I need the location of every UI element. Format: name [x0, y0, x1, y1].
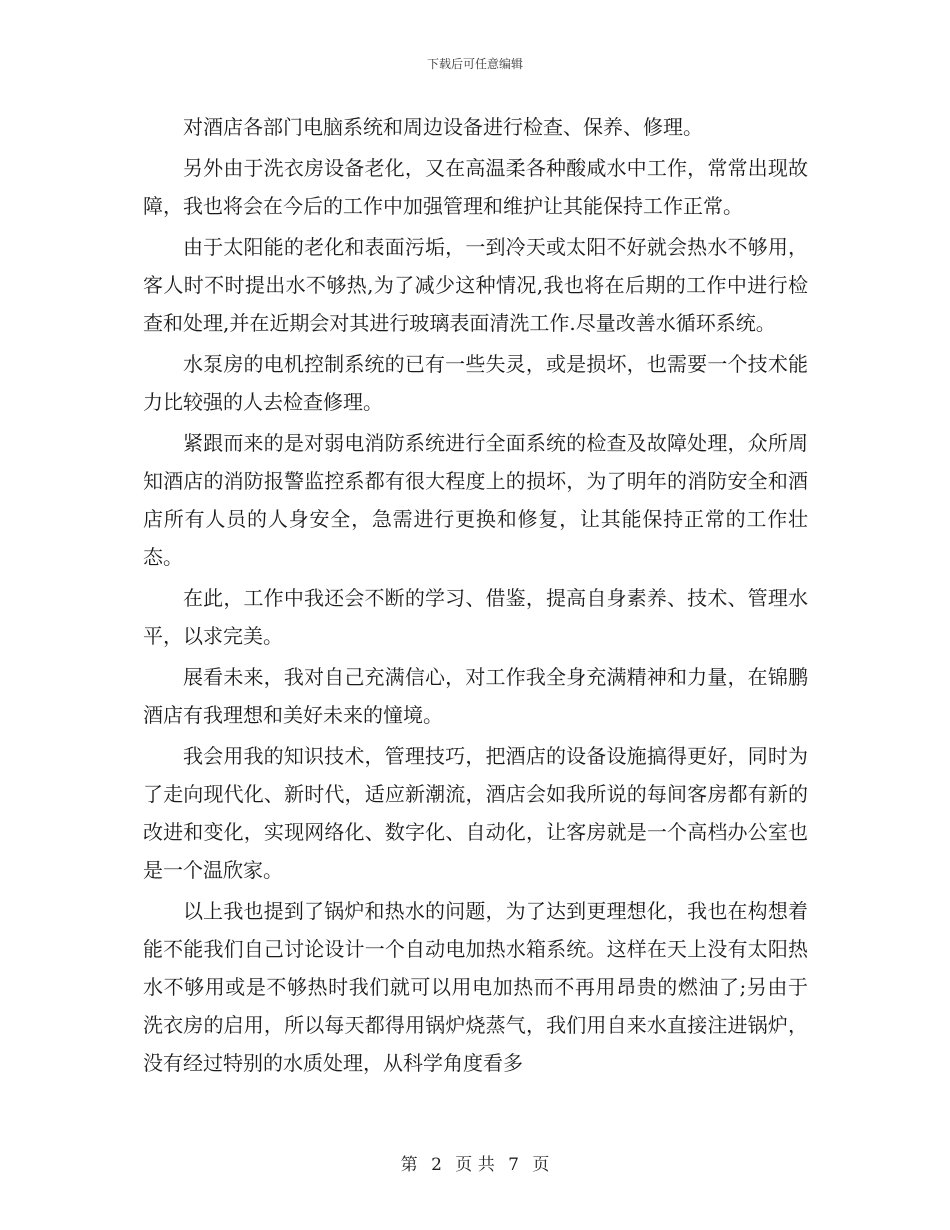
paragraph: 以上我也提到了锅炉和热水的问题，为了达到更理想化，我也在构想着能不能我们自己讨论设计一个自动电加热水箱系统。这样在天上没有太阳热水不够用或是不够热时我们就可以用电加热而不再用昂贵的燃油了;另由于洗衣房的启用，所以每天都得用锅炉烧蒸气，我们用自来水直接注进锅炉，没有经过特别的水质处理，从科学角度看多 [143, 899, 808, 1075]
document-body [143, 108, 808, 1085]
paragraph: 紧跟而来的是对弱电消防系统进行全面系统的检查及故障处理，众所周知酒店的消防报警监控系都有很大程度上的损坏，为了明年的消防安全和酒店所有人员的人身安全，急需进行更换和修复，让其能保持正常的工作壮态。 [143, 431, 808, 569]
footer-total-pages: 7 [508, 1155, 519, 1175]
footer-mid: 页 共 [455, 1155, 495, 1175]
paragraph: 由于太阳能的老化和表面污垢，一到冷天或太阳不好就会热水不够用，客人时不时提出水不够热,为了减少这种情况,我也将在后期的工作中进行检查和处理,并在近期会对其进行玻璃表面清洗工作.尽量改善水循环系统。 [143, 235, 808, 335]
paragraph: 水泵房的电机控制系统的已有一些失灵，或是损坏，也需要一个技术能力比较强的人去检查修理。 [143, 352, 808, 414]
paragraph: 对酒店各部门电脑系统和周边设备进行检查、保养、修理。 [183, 115, 703, 139]
paragraph: 在此，工作中我还会不断的学习、借鉴，提高自身素养、技术、管理水平，以求完美。 [143, 586, 808, 648]
page-footer [0, 1150, 950, 1175]
paragraph: 我会用我的知识技术，管理技巧，把酒店的设备设施搞得更好，同时为了走向现代化、新时代，适应新潮流，酒店会如我所说的每间客房都有新的改进和变化，实现网络化、数字化、自动化，让客房就是一个高档办公室也是一个温欣家。 [143, 744, 808, 882]
footer-suffix: 页 [532, 1155, 550, 1175]
paragraph: 另外由于洗衣房设备老化，又在高温柔各种酸咸水中工作，常常出现故障，我也将会在今后的工作中加强管理和维护让其能保持工作正常。 [143, 156, 808, 218]
page-header-note: 下载后可任意编辑 [426, 57, 523, 71]
footer-prefix: 第 [400, 1155, 418, 1175]
footer-current-page: 2 [431, 1155, 442, 1175]
paragraph: 展看未来，我对自己充满信心，对工作我全身充满精神和力量，在锦鹏酒店有我理想和美好未来的憧境。 [143, 665, 808, 727]
